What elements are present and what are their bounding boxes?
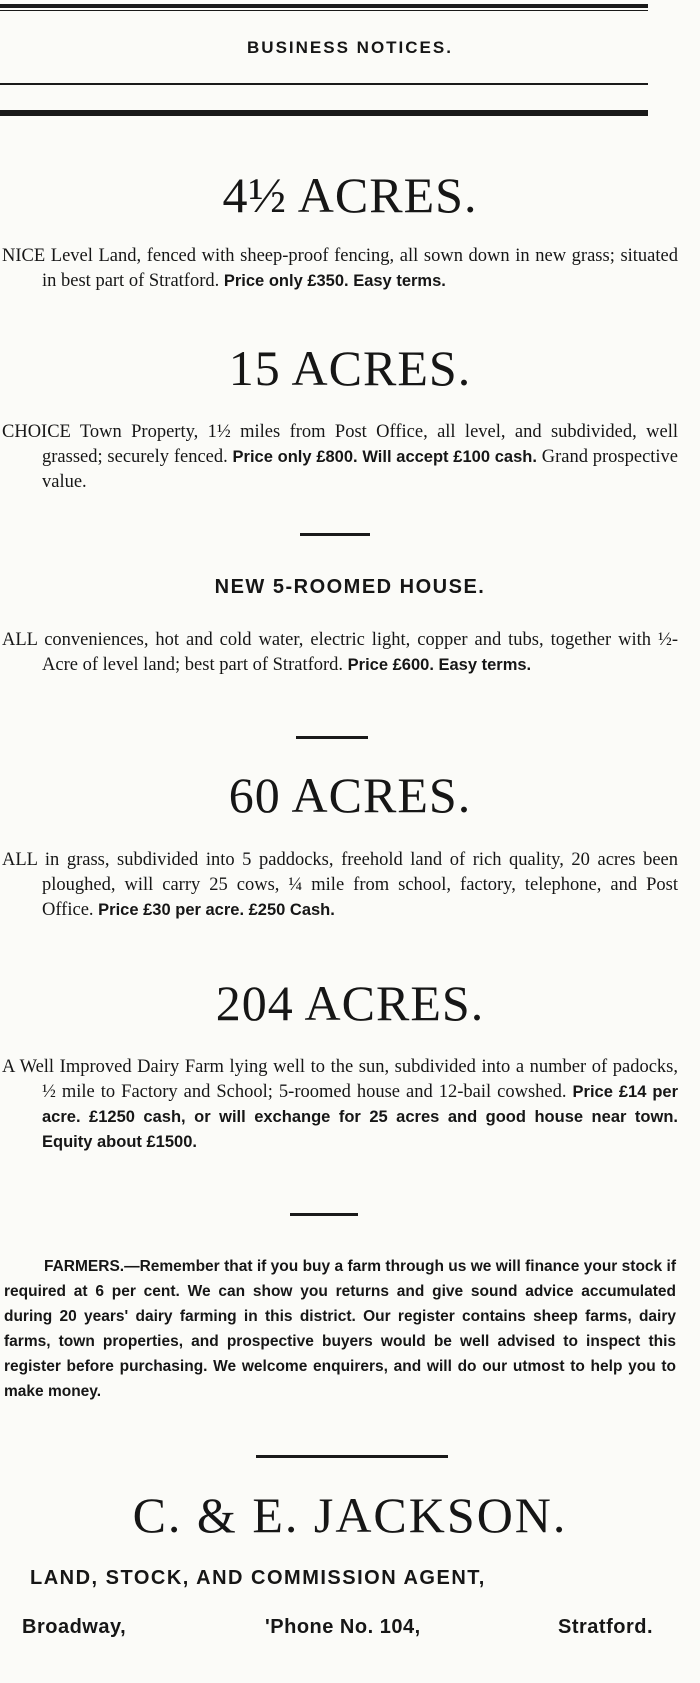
top-border-rule-thin bbox=[0, 10, 648, 11]
listing-heading-new-house: NEW 5-ROOMED HOUSE. bbox=[214, 576, 486, 598]
listing-heading-60-acres: 60 ACRES. bbox=[228, 767, 472, 823]
listing-body-new-house bbox=[2, 628, 678, 678]
listing-price: Price £600. Easy terms. bbox=[347, 656, 532, 674]
listing-price: Price £14 per acre. £1250 cash, or will exchange for 25 acres and good house near town. Equity about £1500. bbox=[42, 1083, 679, 1151]
listing-body-4-5-acres bbox=[2, 244, 678, 294]
listing-tail: Grand prospective value. bbox=[42, 447, 679, 492]
divider-rule bbox=[290, 1213, 358, 1216]
listing-body-60-acres bbox=[2, 848, 678, 923]
listing-heading-15-acres: 15 ACRES. bbox=[228, 340, 472, 396]
listing-text: A Well Improved Dairy Farm lying well to the sun, subdivided into a number of padocks, ½ mile to Factory and School; 5-roomed house and 12-bail cowshed. bbox=[2, 1057, 678, 1102]
listing-heading-4-5-acres: 4½ ACRES. bbox=[222, 167, 478, 223]
top-border-rule bbox=[0, 4, 648, 8]
listing-text: CHOICE Town Property, 1½ miles from Post Office, all level, and subdivided, well grassed; securely fenced. bbox=[2, 422, 678, 467]
header-rule-thick bbox=[0, 110, 648, 116]
listing-text: ALL in grass, subdivided into 5 paddocks, freehold land of rich quality, 20 acres been ploughed, will carry 25 cows, ¼ mile from school, factory, telephone, and Post Office. bbox=[2, 850, 678, 920]
listing-price: Price only £800. Will accept £100 cash. bbox=[232, 448, 537, 466]
agent-address: Broadway, bbox=[22, 1616, 127, 1638]
listing-heading-204-acres: 204 ACRES. bbox=[215, 975, 485, 1031]
divider-rule bbox=[296, 736, 368, 739]
divider-rule bbox=[300, 533, 370, 536]
agent-phone: 'Phone No. 104, bbox=[265, 1616, 421, 1638]
section-header: BUSINESS NOTICES. bbox=[247, 38, 453, 57]
header-rule-bottom bbox=[0, 83, 648, 85]
listing-price: Price only £350. Easy terms. bbox=[223, 272, 446, 290]
agent-title: LAND, STOCK, AND COMMISSION AGENT, bbox=[30, 1567, 486, 1589]
listing-text: NICE Level Land, fenced with sheep-proof fencing, all sown down in new grass; situated in best part of Stratford. bbox=[2, 246, 678, 291]
listing-body-204-acres bbox=[2, 1055, 678, 1155]
agent-name: C. & E. JACKSON. bbox=[132, 1487, 568, 1543]
listing-text: ALL conveniences, hot and cold water, electric light, copper and tubs, together with ½-Acre of level land; best part of Stratford. bbox=[2, 630, 678, 675]
agent-town: Stratford. bbox=[558, 1616, 653, 1638]
divider-rule-double bbox=[256, 1455, 448, 1458]
farmers-notice: FARMERS.—Remember that if you buy a farm through us we will finance your stock if required at 6 per cent. We can show you returns and give sound advice accumulated during 20 years' dairy farming in this district. Our register contains sheep farms, dairy farms, town properties, and prospective buyers would be well advised to inspect this register before purchasing. We welcome enquirers, and will do our utmost to help you to make money. bbox=[4, 1258, 676, 1400]
listing-price: Price £30 per acre. £250 Cash. bbox=[98, 901, 335, 919]
listing-body-15-acres bbox=[2, 420, 678, 495]
